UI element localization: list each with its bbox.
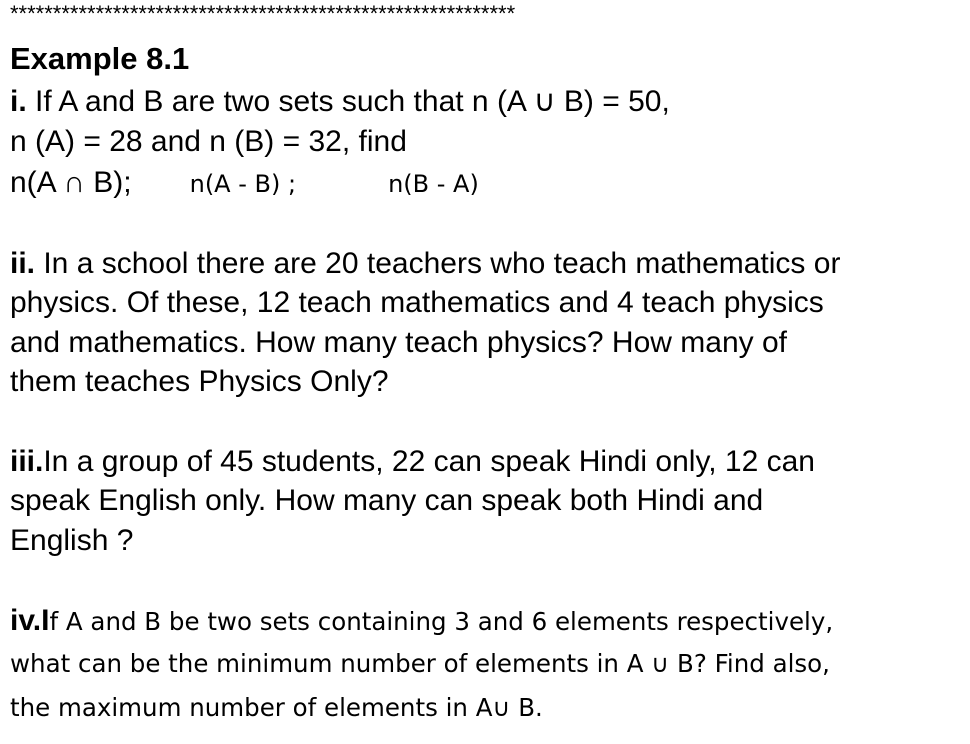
question-2-text-1: In a school there are 20 teachers who teach mathematics or [35, 247, 841, 280]
question-1-item-intersection: n(A ∩ B); [10, 166, 132, 199]
question-2-label: ii. [10, 247, 36, 280]
question-4-label: iv.I [10, 604, 50, 637]
example-title: Example 8.1 [10, 41, 190, 76]
question-1-items [10, 165, 479, 202]
question-1-text-1: If A and B are two sets such that n (A ∪ B) = 50, [26, 85, 670, 118]
question-3-label: iii. [10, 445, 44, 478]
question-1-line-2: n (A) = 28 and n (B) = 32, find [10, 125, 407, 158]
question-4-text-1: f A and B be two sets containing 3 and 6 elements respectively, [49, 607, 834, 636]
question-4-line-1 [10, 600, 833, 644]
question-1-item-b-minus-a: n(B - A) [388, 170, 479, 198]
question-1-label: i. [10, 85, 27, 118]
question-4-line-3: the maximum number of elements in A∪ B. [10, 693, 543, 722]
question-3-text-1: In a group of 45 students, 22 can speak Hindi only, 12 can [43, 445, 815, 478]
question-2-line-3: and mathematics. How many teach physics? How many of [10, 326, 787, 359]
question-3-line-1 [10, 444, 815, 480]
question-3-line-3: English ? [10, 524, 134, 557]
question-1-line-1 [10, 84, 670, 120]
question-2-line-4: them teaches Physics Only? [10, 365, 389, 398]
question-3-line-2: speak English only. How many can speak both Hindi and [10, 484, 764, 517]
question-2-line-2: physics. Of these, 12 teach mathematics and 4 teach physics [10, 286, 824, 319]
question-2-line-1 [10, 246, 840, 282]
asterisk-divider: *********************************************************** [10, 1, 516, 26]
question-4-line-2: what can be the minimum number of elements in A ∪ B? Find also, [10, 649, 830, 678]
question-1-item-a-minus-b: n(A - B) ; [189, 170, 297, 198]
